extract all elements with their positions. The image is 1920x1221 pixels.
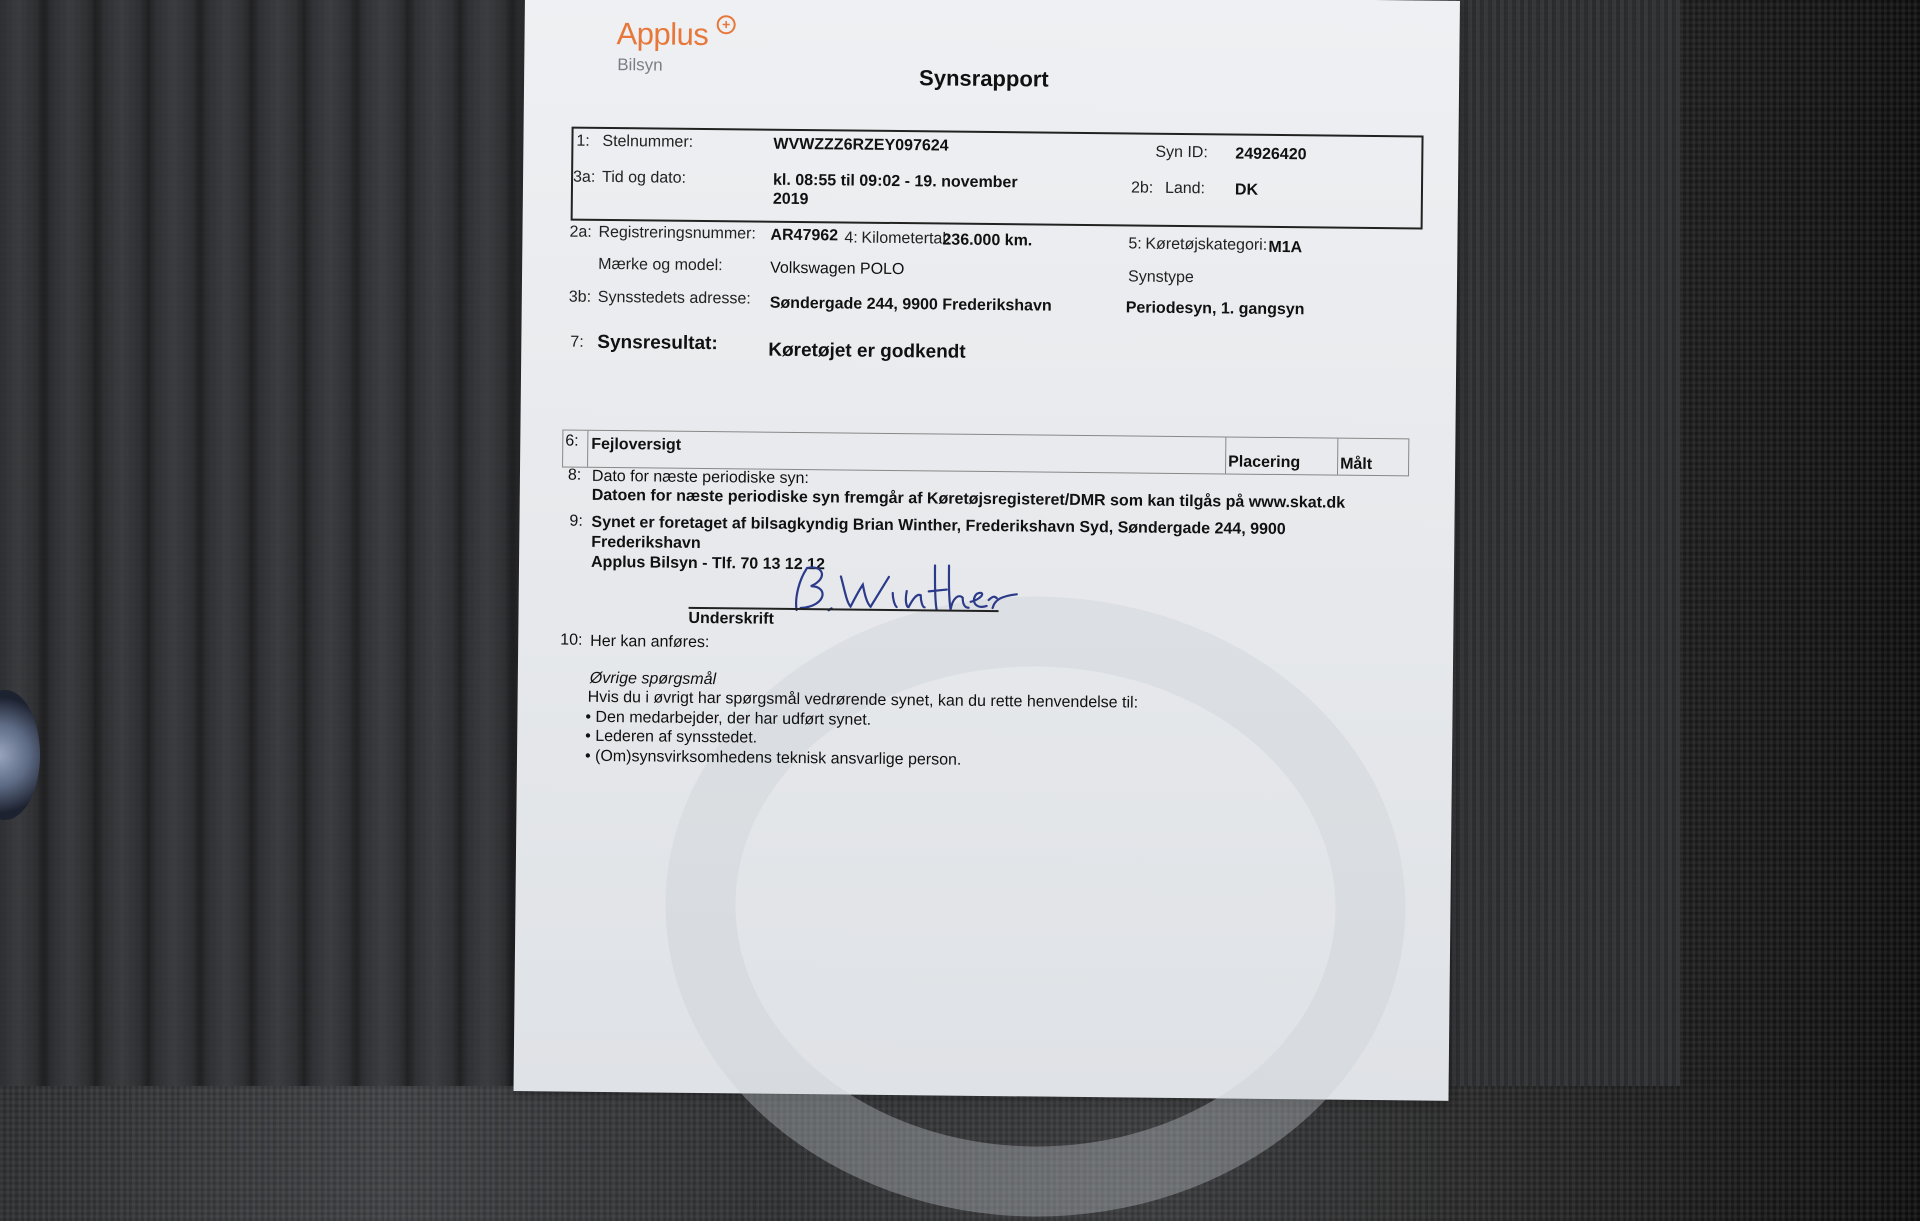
vehicle-category-value: M1A [1268,238,1303,257]
notes-bullet: • (Om)synsvirksomhedens teknisk ansvarlige person. [584,747,962,769]
field-number: 4: [844,229,858,247]
field-number: 3a: [572,168,596,186]
logo-brand: Applus [616,16,709,53]
field-number: 2b: [1130,179,1154,197]
field-number: 5: [1128,235,1142,253]
logo-plus-icon: + [717,15,736,34]
field-number: 3b: [568,288,592,306]
time-date-value: kl. 08:55 til 09:02 - 19. november [772,171,1018,192]
document-title: Synsrapport [919,65,1049,92]
syn-id-value: 24926420 [1235,145,1307,164]
notes-bullet: • Lederen af synsstedet. [585,727,758,747]
field-number: 1: [576,132,590,150]
field-number: 2a: [569,223,592,241]
inspector-contact: Applus Bilsyn - Tlf. 70 13 12 12 [590,553,825,574]
notes-bullet: • Den medarbejder, der har udført synet. [585,708,872,729]
time-date-label: Tid og dato: [601,168,687,187]
field-number: 9: [569,512,583,530]
inspection-type-label: Synstype [1127,268,1194,287]
inspection-type-value: Periodesyn, 1. gangsyn [1125,299,1305,319]
placement-column-header: Placering [1228,453,1301,472]
make-model-label: Mærke og model: [598,255,723,275]
inspector-line-2: Frederikshavn [591,533,701,552]
field-number: 10: [560,631,583,649]
watermark-logo [662,593,1408,1221]
vehicle-category-label: Køretøjskategori: [1145,235,1268,254]
next-inspection-value: Datoen for næste periodiske syn fremgår af Køretøjsregisteret/DMR som kan tilgås på www.skat.dk [591,486,1346,512]
country-value: DK [1234,181,1259,199]
logo-sub: Bilsyn [617,55,663,75]
registration-value: AR47962 [770,226,839,245]
time-date-year: 2019 [772,190,809,209]
chassis-label: Stelnummer: [602,132,694,151]
make-model-value: Volkswagen POLO [770,259,905,279]
notes-heading: Øvrige spørgsmål [589,669,717,689]
field-number: 7: [570,333,584,351]
measured-column-header: Målt [1340,455,1373,474]
field-number: 6: [565,432,579,450]
result-value: Køretøjet er godkendt [768,339,966,363]
syn-id-label: Syn ID: [1155,143,1208,162]
country-label: Land: [1164,179,1206,198]
result-label: Synsresultat: [597,331,718,355]
chassis-value: WVWZZZ6RZEY097624 [773,135,949,155]
odometer-label: Kilometertal: [861,229,951,248]
registration-label: Registreringsnummer: [598,223,756,243]
notes-label: Her kan anføres: [590,632,710,652]
seat-fabric-left [0,0,540,1086]
inspection-report-paper [514,0,1460,1101]
inspector-line-1: Synet er foretaget af bilsagkyndig Brian Winther, Frederikshavn Syd, Søndergade 244, 9900 [591,513,1286,539]
address-label: Synsstedets adresse: [597,288,751,308]
next-inspection-label: Dato for næste periodiske syn: [591,467,810,488]
address-value: Søndergade 244, 9900 Frederikshavn [769,294,1052,315]
odometer-value: 236.000 km. [942,231,1033,250]
seat-fabric-right [1420,0,1680,1086]
signature-label: Underskrift [688,609,774,628]
defects-column-header: Fejloversigt [591,435,682,454]
notes-intro: Hvis du i øvrigt har spørgsmål vedrørende synet, kan du rette henvendelse til: [587,688,1139,712]
field-number: 8: [567,466,582,484]
